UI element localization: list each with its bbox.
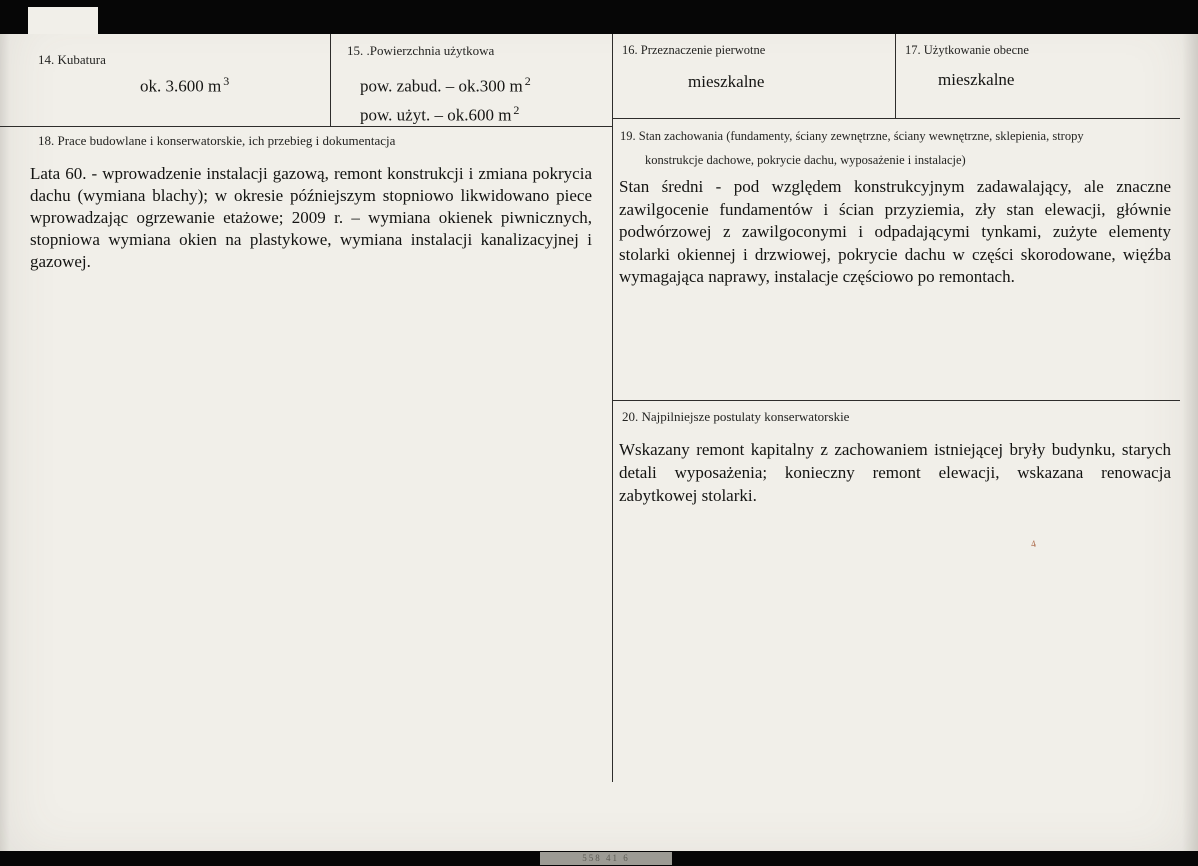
divider-toprow-left <box>0 126 612 127</box>
divider-col-14-15 <box>330 34 331 126</box>
field-15-line2 <box>360 103 519 126</box>
paper-edge-right <box>1182 34 1198 851</box>
field-14-superscript: 3 <box>223 74 230 88</box>
field-15-line1-text: pow. zabud. – ok.300 m <box>360 76 523 96</box>
field-17-value: mieszkalne <box>938 70 1015 89</box>
field-14-value-text: ok. 3.600 m <box>140 76 222 96</box>
field-17-label: 17. Użytkowanie obecne <box>905 43 1029 57</box>
divider-left-right-half <box>612 34 613 782</box>
field-18-text: Lata 60. - wprowadzenie instalacji gazową, remont konstrukcji i zmiana pokrycia dachu (wymiana blachy); w okresie późniejszym stopniowo likwidowano piece wprowadzając ogrzewanie etażowe; 2009 r. – wymiana okienek piwnicznych, stopniowa wymiana okien na plastykowe, wymiana instalacji kanalizacyjnej i gazowej. <box>30 164 592 271</box>
paper-edge-left <box>0 34 10 851</box>
field-14-label: 14. Kubatura <box>38 52 106 67</box>
divider-col-16-17 <box>895 34 896 118</box>
divider-toprow-right <box>612 118 1180 119</box>
divider-field-19-20 <box>612 400 1180 401</box>
field-19-text: Stan średni - pod względem konstrukcyjnym zadawalający, ale znaczne zawilgocenie fundamentów i ścian przyziemia, zły stan elewacji, głównie podwórzowej z zawilgoconymi i odpadającymi tynkami, zużyte elementy stolarki okiennej i drzwiowej, pokrycie dachu w części skorodowane, więźba wymagająca naprawy, instalacje częściowo po remontach. <box>619 177 1171 286</box>
scan-artifact-bottom-bar <box>0 851 1198 866</box>
scan-artifact-bottom-label: 558 41 6 <box>540 852 672 865</box>
field-18-label: 18. Prace budowlane i konserwatorskie, ich przebieg i dokumentacja <box>38 133 396 148</box>
field-20-label: 20. Najpilniejsze postulaty konserwatorskie <box>622 409 850 424</box>
field-20-text: Wskazany remont kapitalny z zachowaniem istniejącej bryły budynku, starych detali wyposażenia; konieczny remont elewacji, wskazana renowacja zabytkowej stolarki. <box>619 440 1171 505</box>
scan-artifact-speck: 4 <box>1029 538 1038 551</box>
scan-artifact-top-bar <box>0 0 1198 34</box>
field-14-value <box>140 74 229 97</box>
field-16-value: mieszkalne <box>688 72 765 91</box>
field-16-label: 16. Przeznaczenie pierwotne <box>622 43 766 57</box>
field-15-line1-superscript: 2 <box>524 74 531 88</box>
scan-artifact-top-notch <box>28 7 98 34</box>
field-15-line1 <box>360 74 531 97</box>
field-15-label: 15. .Powierzchnia użytkowa <box>347 43 495 58</box>
field-15-line2-text: pow. użyt. – ok.600 m <box>360 105 512 125</box>
field-19-label-line1: 19. Stan zachowania (fundamenty, ściany zewnętrzne, ściany wewnętrzne, sklepienia, stropy <box>620 129 1084 143</box>
field-15-line2-superscript: 2 <box>513 103 520 117</box>
field-19-label-line2: konstrukcje dachowe, pokrycie dachu, wyposażenie i instalacje) <box>645 153 966 167</box>
